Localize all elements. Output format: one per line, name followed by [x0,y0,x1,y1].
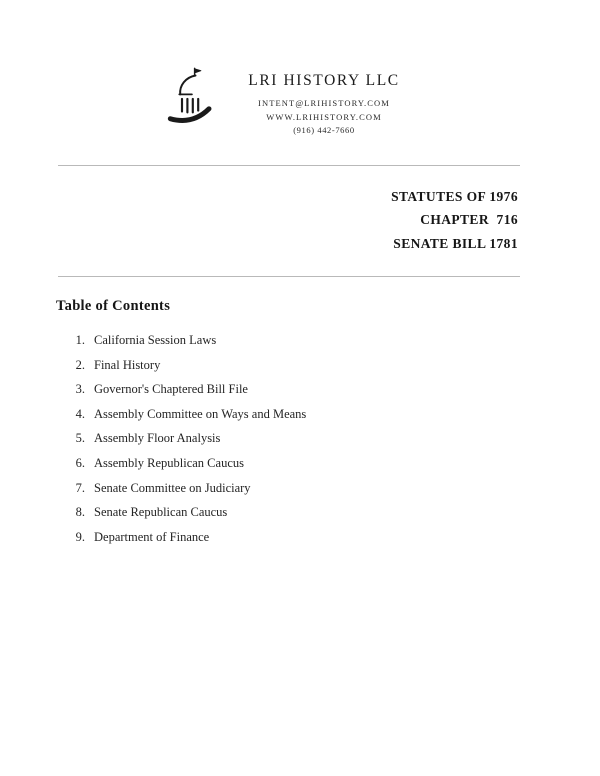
toc-item-number: 8. [75,505,85,520]
case-info-block [0,185,518,256]
capitol-dome-sketch-icon [164,64,218,132]
toc-item [70,377,600,402]
toc-item [70,500,600,525]
toc-item-label: Department of Finance [94,529,210,544]
letterhead-text [248,64,399,138]
toc-item-label: Assembly Republican Caucus [94,455,244,470]
statutes-line: STATUTES OF 1976 [391,188,518,204]
company-phone: (916) 442-7660 [293,125,355,135]
toc-item [70,402,600,427]
toc-item-label: Assembly Floor Analysis [94,431,221,446]
toc-item [70,353,600,378]
toc-heading: Table of Contents [56,298,171,314]
divider-bottom [58,276,520,277]
toc-item-label: Senate Committee on Judiciary [94,480,251,495]
letterhead [0,0,582,138]
toc-item [70,426,600,451]
toc-item-label: Final History [94,357,161,372]
toc-item-label: Governor's Chaptered Bill File [94,382,248,397]
company-name: LRI HISTORY LLC [248,72,400,89]
toc-list [70,328,600,549]
toc-item-number: 4. [75,406,85,421]
toc-item-number: 7. [75,480,85,495]
toc-item-label: Assembly Committee on Ways and Means [94,406,307,421]
toc-item-number: 6. [75,455,85,470]
toc-item-label: California Session Laws [94,333,217,347]
toc-item [70,476,600,501]
toc-item-number: 2. [75,357,85,372]
chapter-line: CHAPTER 716 [420,212,518,227]
toc-item-label: Senate Republican Caucus [94,505,228,520]
toc-item [70,328,600,353]
divider-top [58,165,520,166]
toc-item-number: 3. [75,382,85,397]
toc-item [70,525,600,550]
toc-item-number: 9. [75,529,85,544]
company-website: WWW.LRIHISTORY.COM [266,111,382,122]
toc-item-number: 1. [75,333,85,347]
senate-bill-line: SENATE BILL 1781 [393,235,518,251]
toc-item-number: 5. [75,431,85,446]
toc-item [70,451,600,476]
company-email: INTENT@LRIHISTORY.COM [258,98,390,108]
